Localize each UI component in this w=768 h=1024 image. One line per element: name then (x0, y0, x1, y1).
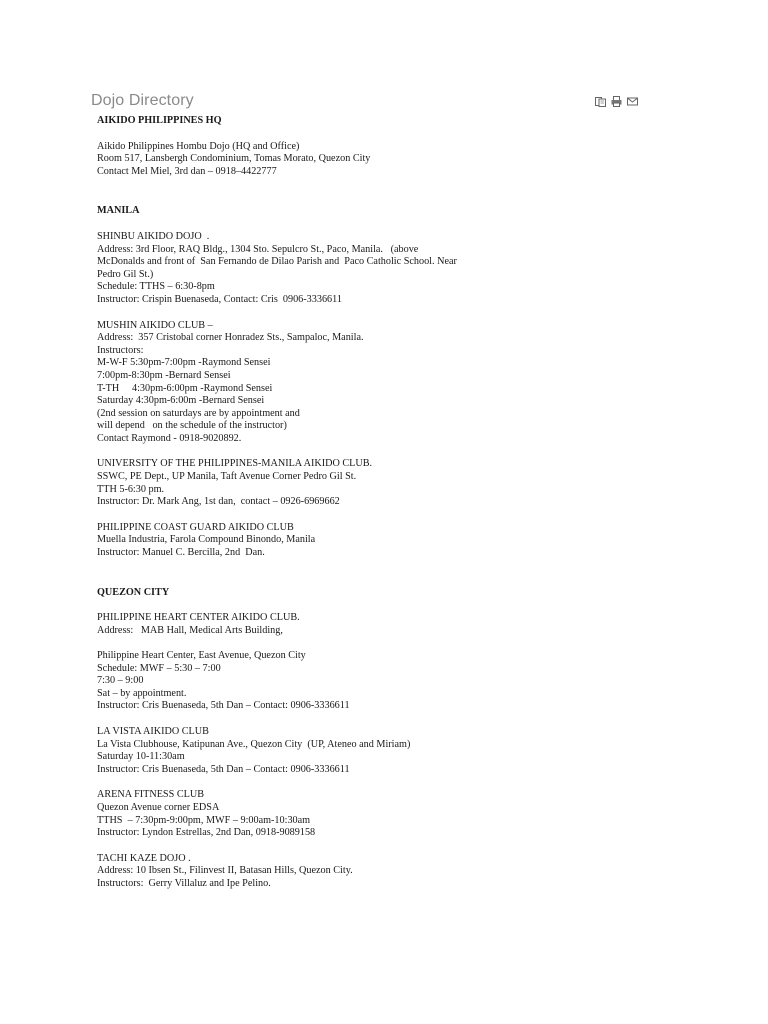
entry-spacer (97, 776, 517, 789)
dojo-entry (97, 141, 517, 179)
dojo-detail-line: Pedro Gil St.) (97, 268, 154, 280)
article-toolbar (595, 96, 638, 107)
dojo-detail-line: Philippine Heart Center, East Avenue, Quezon City (97, 650, 306, 661)
dojo-entry (97, 853, 517, 891)
entry-spacer (97, 128, 517, 141)
dojo-detail-line: TTHS – 7:30pm-9:00pm, MWF – 9:00am-10:30am (97, 814, 311, 826)
dojo-detail-line: Saturday 4:30pm-6:00m -Bernard Sensei (97, 395, 265, 407)
email-icon[interactable] (627, 96, 638, 107)
entry-spacer (97, 445, 517, 458)
dojo-entry (97, 458, 517, 508)
section-heading: MANILA (97, 205, 140, 217)
dojo-detail-line: McDonalds and front of San Fernando de Dilao Parish and Paco Catholic School. Near (97, 256, 457, 268)
section-spacer (97, 560, 517, 587)
entry-spacer (97, 218, 517, 231)
dojo-name: SHINBU AIKIDO DOJO . (97, 230, 210, 242)
page-title: Dojo Directory (91, 92, 194, 109)
dojo-name: ARENA FITNESS CLUB (97, 789, 204, 801)
dojo-detail-line: 7:30 – 9:00 (97, 675, 144, 687)
dojo-detail-line: Instructor: Manuel C. Bercilla, 2nd Dan. (97, 547, 265, 559)
dojo-entry (97, 726, 517, 776)
dojo-detail-line: will depend on the schedule of the instructor) (97, 420, 287, 432)
section-heading: QUEZON CITY (97, 586, 170, 598)
dojo-detail-line: Schedule: TTHS – 6:30-8pm (97, 281, 215, 293)
dojo-name: MUSHIN AIKIDO CLUB – (97, 319, 213, 331)
dojo-detail-line (97, 637, 517, 650)
dojo-detail-line: Address: MAB Hall, Medical Arts Building, (97, 624, 283, 636)
entry-spacer (97, 840, 517, 853)
dojo-entry (97, 789, 517, 839)
dojo-detail-line: Instructor: Dr. Mark Ang, 1st dan, contact – 0926-6969662 (97, 496, 340, 508)
print-icon[interactable] (611, 96, 622, 107)
dojo-name: LA VISTA AIKIDO CLUB (97, 725, 209, 737)
dojo-detail-line: Address: 3rd Floor, RAQ Bldg., 1304 Sto. Sepulcro St., Paco, Manila. (above (97, 243, 419, 255)
entry-spacer (97, 713, 517, 726)
directory-section (97, 115, 517, 178)
dojo-detail-line: La Vista Clubhouse, Katipunan Ave., Quezon City (UP, Ateneo and Miriam) (97, 738, 411, 750)
dojo-entry (97, 320, 517, 446)
dojo-entry (97, 522, 517, 560)
dojo-detail-line: Room 517, Lansbergh Condominium, Tomas Morato, Quezon City (97, 153, 371, 165)
dojo-name: Aikido Philippines Hombu Dojo (HQ and Office) (97, 140, 300, 152)
dojo-entry (97, 612, 517, 713)
section-heading: AIKIDO PHILIPPINES HQ (97, 115, 222, 126)
dojo-detail-line: Instructors: Gerry Villaluz and Ipe Pelino. (97, 877, 271, 889)
dojo-detail-line: M-W-F 5:30pm-7:00pm -Raymond Sensei (97, 357, 271, 369)
dojo-detail-line: (2nd session on saturdays are by appointment and (97, 407, 300, 419)
dojo-detail-line: Muella Industria, Farola Compound Binondo, Manila (97, 534, 316, 546)
dojo-detail-line: Address: 10 Ibsen St., Filinvest II, Batasan Hills, Quezon City. (97, 865, 353, 877)
dojo-detail-line: Address: 357 Cristobal corner Honradez Sts., Sampaloc, Manila. (97, 332, 364, 344)
entry-spacer (97, 509, 517, 522)
pdf-icon[interactable] (595, 96, 606, 107)
dojo-detail-line: Instructor: Cris Buenaseda, 5th Dan – Contact: 0906-3336611 (97, 700, 350, 712)
dojo-detail-line: T-TH 4:30pm-6:00pm -Raymond Sensei (97, 382, 273, 394)
directory-section (97, 587, 517, 891)
entry-spacer (97, 599, 517, 612)
dojo-detail-line: Contact Mel Miel, 3rd dan – 0918–4422777 (97, 165, 277, 177)
dojo-detail-line: Quezon Avenue corner EDSA (97, 801, 220, 813)
dojo-detail-line: Saturday 10-11:30am (97, 751, 185, 763)
dojo-detail-line: Sat – by appointment. (97, 687, 187, 699)
dojo-name: PHILIPPINE COAST GUARD AIKIDO CLUB (97, 521, 294, 533)
dojo-detail-line: TTH 5-6:30 pm. (97, 483, 165, 495)
dojo-detail-line: SSWC, PE Dept., UP Manila, Taft Avenue Corner Pedro Gil St. (97, 471, 357, 483)
directory-content (97, 115, 517, 891)
dojo-entry (97, 231, 517, 307)
dojo-detail-line: Schedule: MWF – 5:30 – 7:00 (97, 662, 221, 674)
dojo-detail-line: 7:00pm-8:30pm -Bernard Sensei (97, 369, 231, 381)
dojo-detail-line: Instructors: (97, 344, 144, 356)
entry-spacer (97, 307, 517, 320)
dojo-detail-line: Instructor: Cris Buenaseda, 5th Dan – Contact: 0906-3336611 (97, 763, 350, 775)
section-spacer (97, 178, 517, 205)
dojo-detail-line: Instructor: Lyndon Estrellas, 2nd Dan, 0918-9089158 (97, 827, 316, 839)
dojo-detail-line: Instructor: Crispin Buenaseda, Contact: Cris 0906-3336611 (97, 293, 342, 305)
dojo-name: UNIVERSITY OF THE PHILIPPINES-MANILA AIKIDO CLUB. (97, 458, 373, 470)
directory-section (97, 205, 517, 559)
dojo-name: PHILIPPINE HEART CENTER AIKIDO CLUB. (97, 612, 300, 624)
dojo-detail-line: Contact Raymond - 0918-9020892. (97, 432, 242, 444)
dojo-name: TACHI KAZE DOJO . (97, 852, 191, 864)
